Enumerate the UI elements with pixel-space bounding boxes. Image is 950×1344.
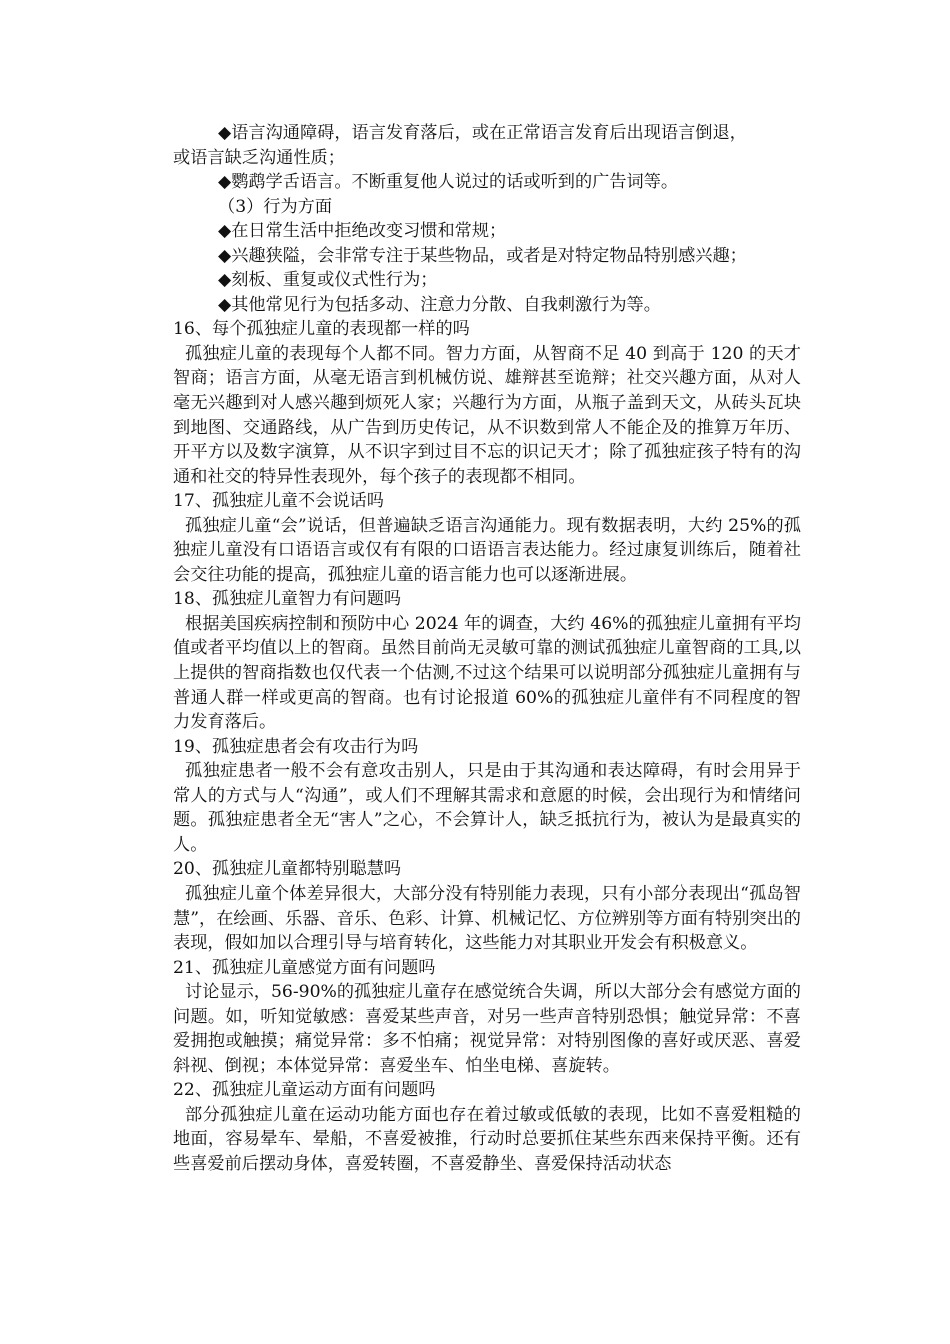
document-page xyxy=(173,121,801,1177)
heading-q21: 21、孤独症儿童感觉方面有问题吗 xyxy=(173,957,436,978)
paragraph-q21: 讨论显示，56-90%的孤独症儿童存在感觉统合失调，所以大部分会有感觉方面的问题。如，听知觉敏感：喜爱某些声音，对另一些声音特别恐惧；触觉异常：不喜爱拥抱或触摸；痛觉异常：多不怕痛；视觉异常：对特别图像的喜好或厌恶、喜爱斜视、倒视；本体觉异常：喜爱坐车、怕坐电梯、喜旋转。 xyxy=(173,982,801,1076)
paragraph-q16: 孤独症儿童的表现每个人都不同。智力方面，从智商不足 40 到高于 120 的天才智商；语言方面，从毫无语言到机械仿说、雄辩甚至诡辩；社交兴趣方面，从对人毫无兴趣到对人感兴趣到烦死人家；兴趣行为方面，从瓶子盖到天文，从砖头瓦块到地图、交通路线，从广告到历史传记，从不识数到常人不能企及的推算万年历、开平方以及数字演算，从不识字到过目不忘的识记天才；除了孤独症孩子特有的沟通和社交的特异性表现外，每个孩子的表现都不相同。 xyxy=(173,343,801,487)
bullet-narrow-interest: ◆兴趣狭隘，会非常专注于某些物品，或者是对特定物品特别感兴趣； xyxy=(218,245,747,266)
heading-q20: 20、孤独症儿童都特别聪慧吗 xyxy=(173,859,402,880)
bullet-repetitive: ◆刻板、重复或仪式性行为； xyxy=(218,270,438,291)
subsection-behavior: （3）行为方面 xyxy=(218,196,333,217)
paragraph-q22: 部分孤独症儿童在运动功能方面也存在着过敏或低敏的表现，比如不喜爱粗糙的地面，容易晕车、晕船，不喜爱被推，行动时总要抓住某些东西来保持平衡。还有些喜爱前后摆动身体，喜爱转圈，不喜爱静坐、喜爱保持活动状态 xyxy=(173,1104,801,1174)
heading-q19: 19、孤独症患者会有攻击行为吗 xyxy=(173,736,419,757)
bullet-routine: ◆在日常生活中拒绝改变习惯和常规； xyxy=(218,221,507,242)
bullet-echolalia: ◆鹦鹉学舌语言。不断重复他人说过的话或听到的广告词等。 xyxy=(218,172,679,193)
heading-q16: 16、每个孤独症儿童的表现都一样的吗 xyxy=(173,319,470,340)
heading-q17: 17、孤独症儿童不会说话吗 xyxy=(173,491,384,512)
bullet-language-barrier: ◆语言沟通障碍，语言发育落后，或在正常语言发育后出现语言倒退， xyxy=(218,123,747,143)
bullet-other-behaviors: ◆其他常见行为包括多动、注意力分散、自我刺激行为等。 xyxy=(218,294,661,315)
paragraph-q19: 孤独症患者一般不会有意攻击别人，只是由于其沟通和表达障碍，有时会用异于常人的方式与人“沟通”，或人们不理解其需求和意愿的时候，会出现行为和情绪问题。孤独症患者全无“害人”之心，不会算计人，缺乏抵抗行为，被认为是最真实的人。 xyxy=(173,761,801,855)
bullet-language-barrier-cont: 或语言缺乏沟通性质； xyxy=(173,147,345,168)
heading-q18: 18、孤独症儿童智力有问题吗 xyxy=(173,589,402,610)
paragraph-q18: 根据美国疾病控制和预防中心 2024 年的调查，大约 46%的孤独症儿童拥有平均值或者平均值以上的智商。虽然目前尚无灵敏可靠的测试孤独症儿童智商的工具,以上提供的智商指数也仅代表一个估测,不过这个结果可以说明部分孤独症儿童拥有与普通人群一样或更高的智商。也有讨论报道 60%的孤独症儿童伴有不同程度的智力发育落后。 xyxy=(173,613,801,733)
heading-q22: 22、孤独症儿童运动方面有问题吗 xyxy=(173,1080,436,1101)
paragraph-q17: 孤独症儿童“会”说话，但普遍缺乏语言沟通能力。现有数据表明，大约 25%的孤独症儿童没有口语语言或仅有有限的口语语言表达能力。经过康复训练后，随着社会交往功能的提高，孤独症儿童的语言能力也可以逐渐进展。 xyxy=(173,515,801,585)
paragraph-q20: 孤独症儿童个体差异很大，大部分没有特别能力表现，只有小部分表现出“孤岛智慧”，在绘画、乐器、音乐、色彩、计算、机械记忆、方位辨别等方面有特别突出的表现，假如加以合理引导与培育转化，这些能力对其职业开发会有积极意义。 xyxy=(173,883,801,954)
